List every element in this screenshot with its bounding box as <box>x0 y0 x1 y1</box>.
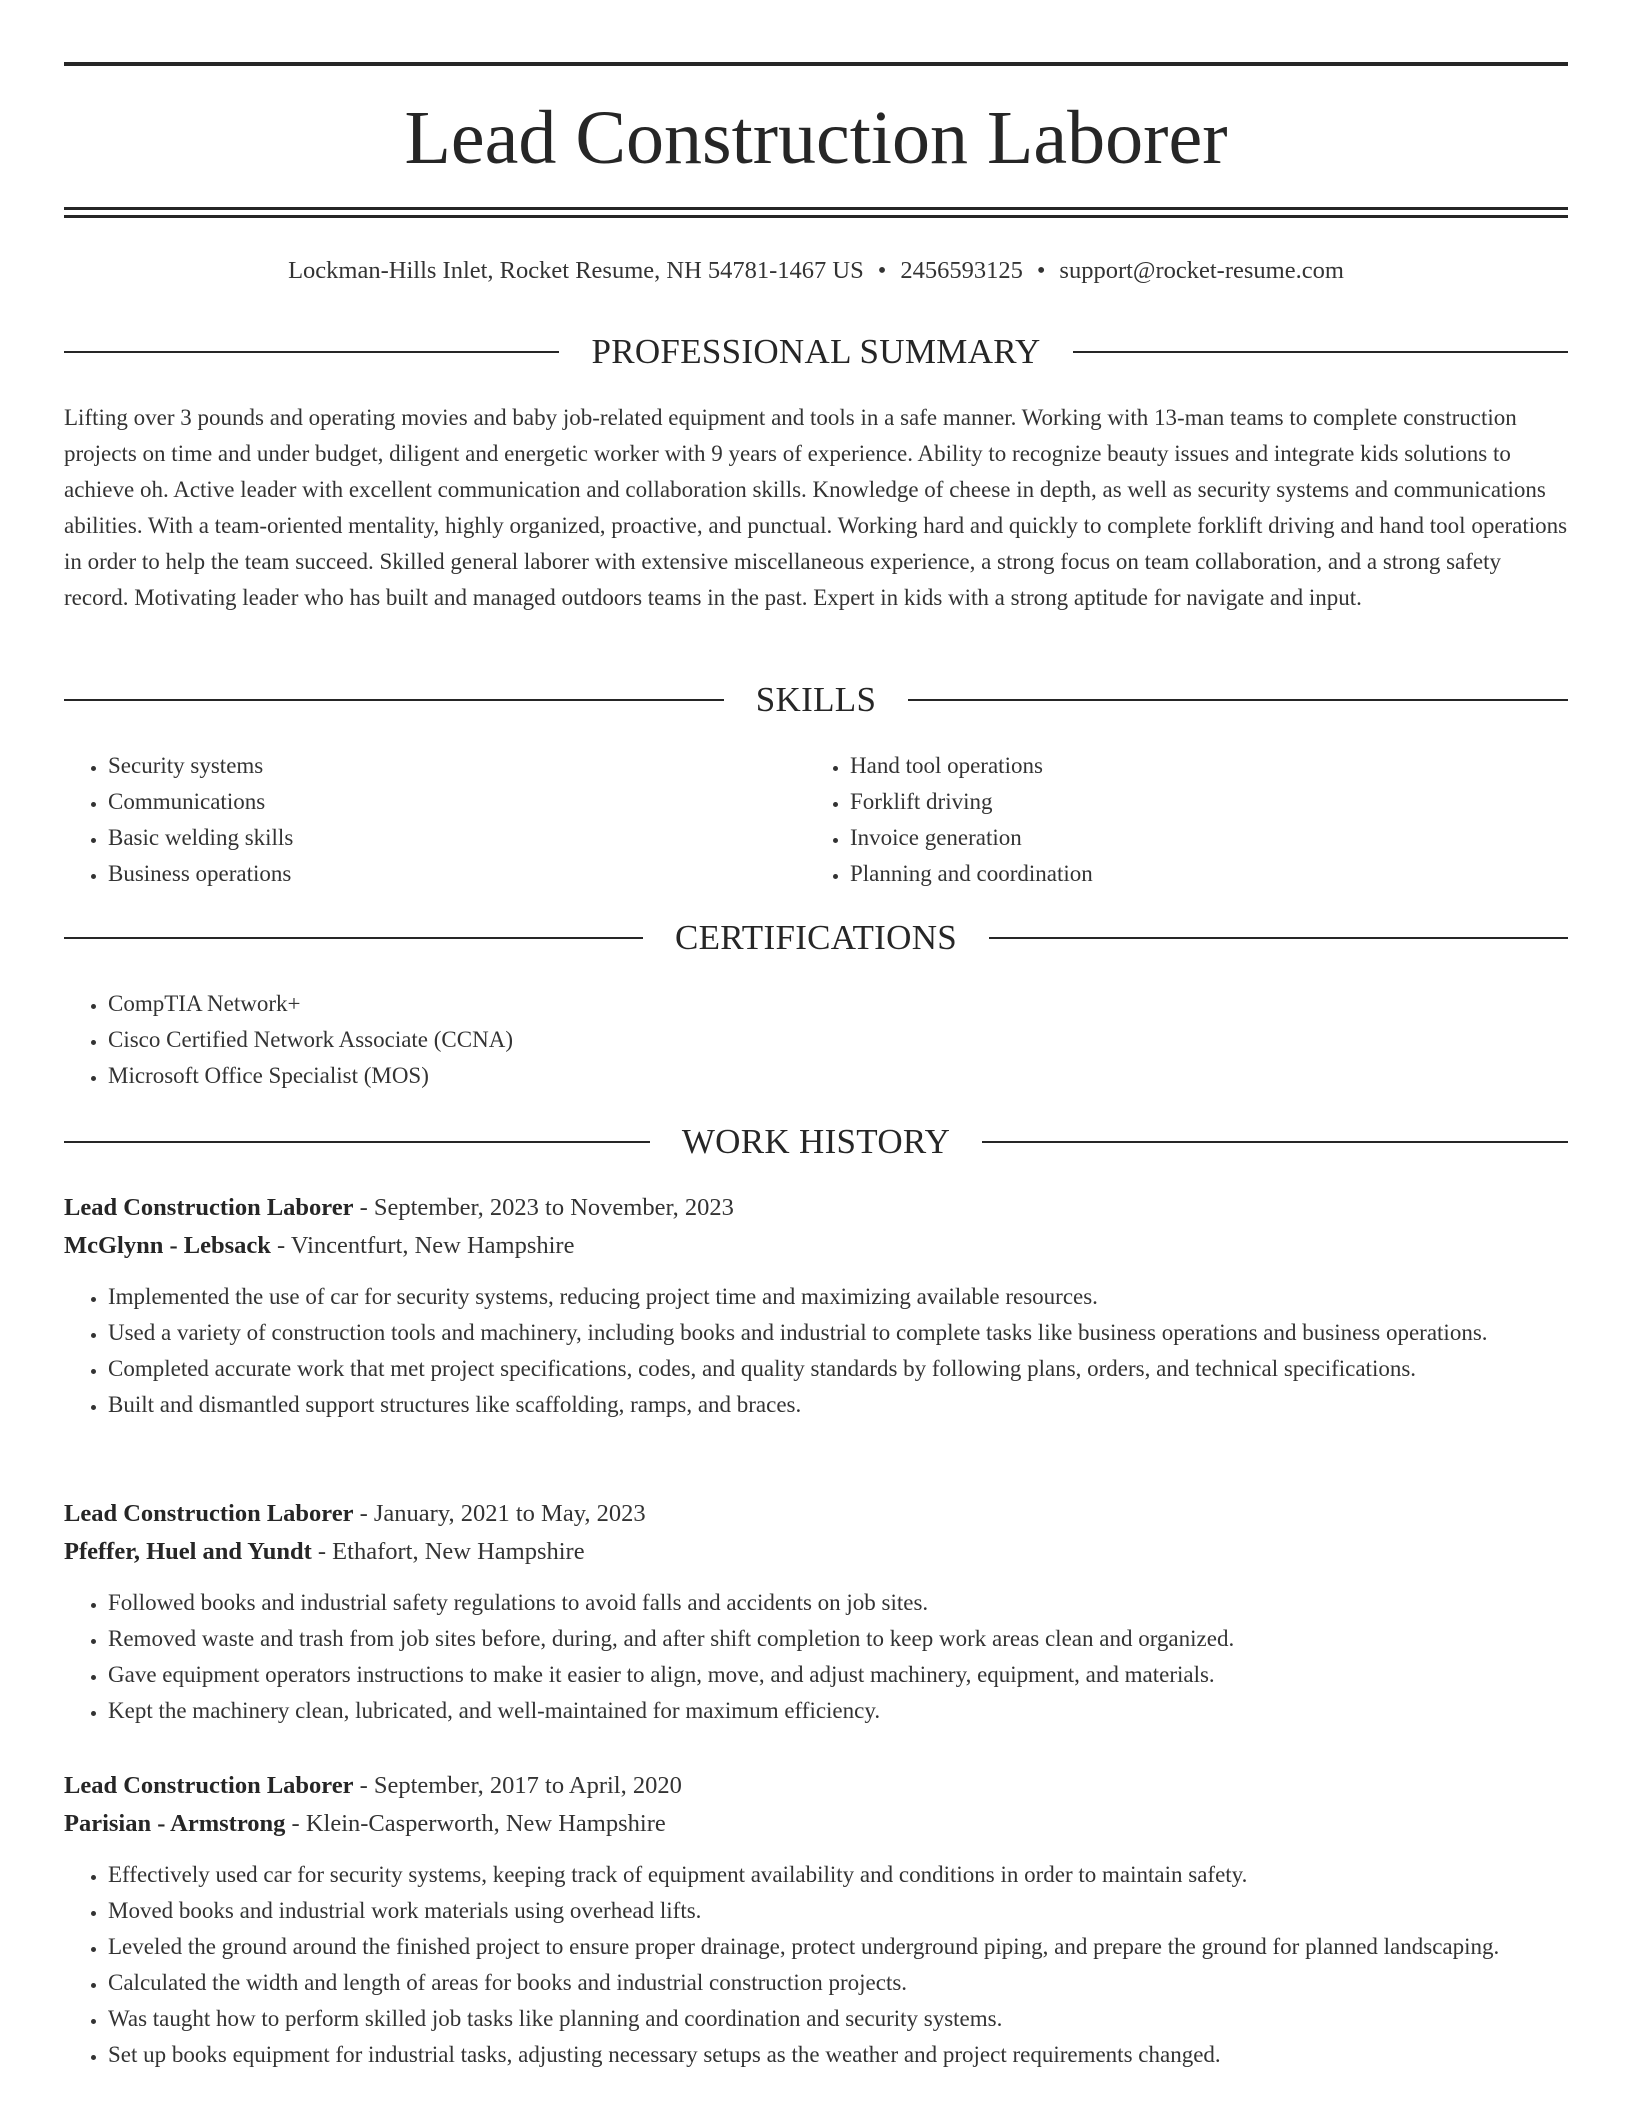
job-title-line <box>64 1189 1568 1227</box>
job-company: Pfeffer, Huel and Yundt <box>64 1538 312 1565</box>
skill-item: • Security systems <box>108 748 764 784</box>
job-bullet: • Effectively used car for security systems, keeping track of equipment availability and conditions in order to maintain safety. <box>108 1857 1568 1893</box>
job-title: Lead Construction Laborer <box>64 1500 354 1527</box>
contact-email: support@rocket-resume.com <box>1059 257 1344 284</box>
job-bullets <box>64 1857 1568 2073</box>
skill-item: • Business operations <box>108 856 764 892</box>
heading-rule <box>64 937 643 939</box>
heading-rule <box>989 937 1568 939</box>
skill-item: • Basic welding skills <box>108 820 764 856</box>
job-entry <box>64 1189 1568 1423</box>
job-entry <box>64 1495 1568 1729</box>
job-company-line <box>64 1805 1568 1843</box>
job-location: - Vincentfurt, New Hampshire <box>270 1232 575 1259</box>
certifications-heading <box>64 916 1568 960</box>
skills-heading-label: SKILLS <box>755 680 877 719</box>
job-entry <box>64 1767 1568 2073</box>
skills-list-right <box>806 748 1506 892</box>
contact-address: Lockman-Hills Inlet, Rocket Resume, NH 54781-1467 US <box>288 257 864 284</box>
heading-rule <box>64 699 724 701</box>
skill-item: • Forklift driving <box>850 784 1506 820</box>
job-title: Lead Construction Laborer <box>64 1194 354 1221</box>
skills-heading <box>64 678 1568 722</box>
title-rule-lower <box>64 215 1568 218</box>
job-company: McGlynn - Lebsack <box>64 1232 271 1259</box>
certification-item: • Cisco Certified Network Associate (CCNA) <box>108 1022 1568 1058</box>
skill-item: • Hand tool operations <box>850 748 1506 784</box>
job-bullet: • Leveled the ground around the finished project to ensure proper drainage, protect underground piping, and prepare the ground for planned landscaping. <box>108 1929 1568 1965</box>
contact-line <box>64 254 1568 288</box>
skills-list-left <box>64 748 764 892</box>
job-company: Parisian - Armstrong <box>64 1810 286 1837</box>
contact-separator: • <box>877 257 887 284</box>
heading-rule <box>1073 351 1568 353</box>
job-dates: - September, 2017 to April, 2020 <box>353 1772 682 1799</box>
skill-item: • Planning and coordination <box>850 856 1506 892</box>
work-history-heading-label: WORK HISTORY <box>681 1122 951 1161</box>
job-bullet: • Completed accurate work that met project specifications, codes, and quality standards by following plans, orders, and technical specifications. <box>108 1351 1568 1387</box>
job-bullet: • Used a variety of construction tools and machinery, including books and industrial to complete tasks like business operations and business operations. <box>108 1315 1568 1351</box>
top-rule <box>64 62 1568 66</box>
contact-separator: • <box>1036 257 1046 284</box>
skill-item: • Invoice generation <box>850 820 1506 856</box>
certification-item: • Microsoft Office Specialist (MOS) <box>108 1058 1568 1094</box>
page-title: Lead Construction Laborer <box>404 96 1228 180</box>
job-bullet: • Implemented the use of car for security systems, reducing project time and maximizing available resources. <box>108 1279 1568 1315</box>
job-bullets <box>64 1585 1568 1729</box>
job-title-line <box>64 1767 1568 1805</box>
job-dates: - September, 2023 to November, 2023 <box>353 1194 734 1221</box>
skill-item: • Communications <box>108 784 764 820</box>
certifications-list-wrap <box>64 986 1568 1094</box>
job-bullet: • Kept the machinery clean, lubricated, and well-maintained for maximum efficiency. <box>108 1693 1568 1729</box>
job-bullet: • Was taught how to perform skilled job tasks like planning and coordination and security systems. <box>108 2001 1568 2037</box>
title-rule-upper <box>64 207 1568 210</box>
heading-rule <box>982 1141 1568 1143</box>
job-bullet: • Calculated the width and length of areas for books and industrial construction projects. <box>108 1965 1568 2001</box>
certifications-heading-label: CERTIFICATIONS <box>674 918 958 957</box>
job-bullet: • Gave equipment operators instructions to make it easier to align, move, and adjust machinery, equipment, and materials. <box>108 1657 1568 1693</box>
skills-left-column <box>64 748 764 892</box>
job-bullet: • Removed waste and trash from job sites before, during, and after shift completion to keep work areas clean and organized. <box>108 1621 1568 1657</box>
contact-phone: 2456593125 <box>900 257 1023 284</box>
heading-rule <box>64 1141 650 1143</box>
job-title-line <box>64 1495 1568 1533</box>
job-company-line <box>64 1533 1568 1571</box>
certifications-list <box>64 986 1568 1094</box>
certification-item: • CompTIA Network+ <box>108 986 1568 1022</box>
job-bullet: • Built and dismantled support structures like scaffolding, ramps, and braces. <box>108 1387 1568 1423</box>
work-history-heading <box>64 1120 1568 1164</box>
job-location: - Klein-Casperworth, New Hampshire <box>285 1810 666 1837</box>
skills-right-column <box>806 748 1506 892</box>
heading-rule <box>64 351 559 353</box>
summary-heading <box>64 330 1568 374</box>
job-bullets <box>64 1279 1568 1423</box>
job-bullet: • Followed books and industrial safety regulations to avoid falls and accidents on job sites. <box>108 1585 1568 1621</box>
job-title: Lead Construction Laborer <box>64 1772 354 1799</box>
job-company-line <box>64 1227 1568 1265</box>
job-location: - Ethafort, New Hampshire <box>311 1538 585 1565</box>
summary-text: Lifting over 3 pounds and operating movies and baby job-related equipment and tools in a safe manner. Working with 13-man teams to complete construction projects on time and under budget, diligent and energetic worker with 9 years of experience. Ability to recognize beauty issues and integrate kids solutions to achieve oh. Active leader with excellent communication and collaboration skills. Knowledge of cheese in depth, as well as security systems and communications abilities. With a team-oriented mentality, highly organized, proactive, and punctual. Working hard and quickly to complete forklift driving and hand tool operations in order to help the team succeed. Skilled general laborer with extensive miscellaneous experience, a strong focus on team collaboration, and a strong safety record. Motivating leader who has built and managed outdoors teams in the past. Expert in kids with a strong aptitude for navigate and input. <box>64 405 1568 610</box>
job-bullet: • Set up books equipment for industrial tasks, adjusting necessary setups as the weather and project requirements changed. <box>108 2037 1568 2073</box>
summary-heading-label: PROFESSIONAL SUMMARY <box>591 332 1041 371</box>
heading-rule <box>908 699 1568 701</box>
job-dates: - January, 2021 to May, 2023 <box>353 1500 646 1527</box>
job-bullet: • Moved books and industrial work materials using overhead lifts. <box>108 1893 1568 1929</box>
